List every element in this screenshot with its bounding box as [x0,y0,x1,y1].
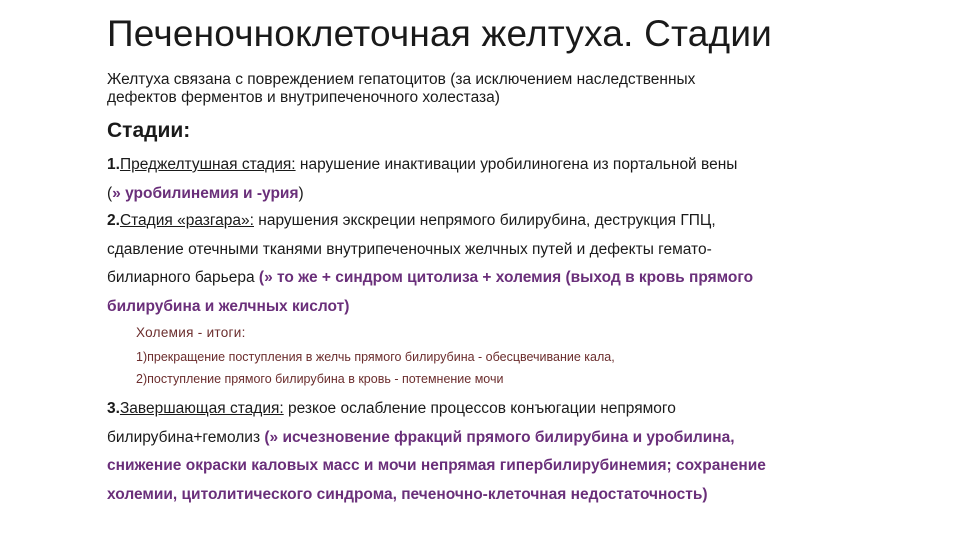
intro-line: Желтуха связана с повреждением гепатоцитов (за исключением наследственных [107,71,696,88]
stage-2-line [107,264,947,293]
stage-2-text: билиарного барьера [107,269,255,286]
cholemia-item: 1)прекращение поступления в желчь прямого билирубина - обесцвечивание кала, [136,350,615,364]
stage-1-text: нарушение инактивации уробилиногена из портальной вены [295,156,738,173]
stage-3-text: резкое ослабление процессов конъюгации непрямого [283,400,676,417]
stage-1-open: ( [107,184,113,202]
stage-2 [107,207,947,321]
stage-3-text: билирубина+гемолиз [107,428,261,446]
stage-1-close: ) [298,184,304,202]
stage-3-highlight: снижение окраски каловых масс и мочи непрямая гипербилирубинемия; сохранение [107,457,766,474]
cholemia-item: 2)поступление прямого билирубина в кровь - потемнение мочи [136,372,504,386]
stage-3-line [107,424,947,453]
intro-line: дефектов ферментов и внутрипеченочного холестаза) [107,89,500,106]
stage-2-number: 2. [107,212,120,229]
stage-2-name: Стадия «разгара»: [119,212,254,229]
stage-3 [107,395,947,509]
slide-title: Печеночноклеточная желтуха. Стадии [107,13,773,54]
stage-3-number: 3. [107,400,120,417]
stage-1-name: Преджелтушная стадия: [119,156,296,173]
stage-1-highlight: » уробилинемия и -урия [112,184,299,202]
stage-3-line [107,395,947,424]
stage-3-highlight: (» исчезновение фракций прямого билирубина и уробилина, [260,428,735,446]
stage-3-highlight: холемии, цитолитического синдрома, печеночно-клеточная недостаточность) [107,485,708,503]
cholemia-heading: Холемия - итоги: [136,325,246,340]
stage-2-line [107,207,947,236]
stage-1-line [107,180,947,209]
stage-1 [107,151,947,208]
stage-1-line [107,151,947,180]
stage-1-number: 1. [107,156,120,173]
stage-2-highlight: (» то же + синдром цитолиза + холемия (выход в кровь прямого [254,269,754,286]
stage-2-text: нарушения экскреции непрямого билирубина, деструкция ГПЦ, [253,212,716,229]
stage-2-line: сдавление отечными тканями внутрипеченочных желчных путей и дефекты гемато- [107,240,712,258]
stage-2-highlight: билирубина и желчных кислот) [107,297,350,315]
intro-paragraph [107,71,947,107]
stage-3-name: Завершающая стадия: [119,400,284,417]
stages-heading: Стадии: [107,119,191,142]
